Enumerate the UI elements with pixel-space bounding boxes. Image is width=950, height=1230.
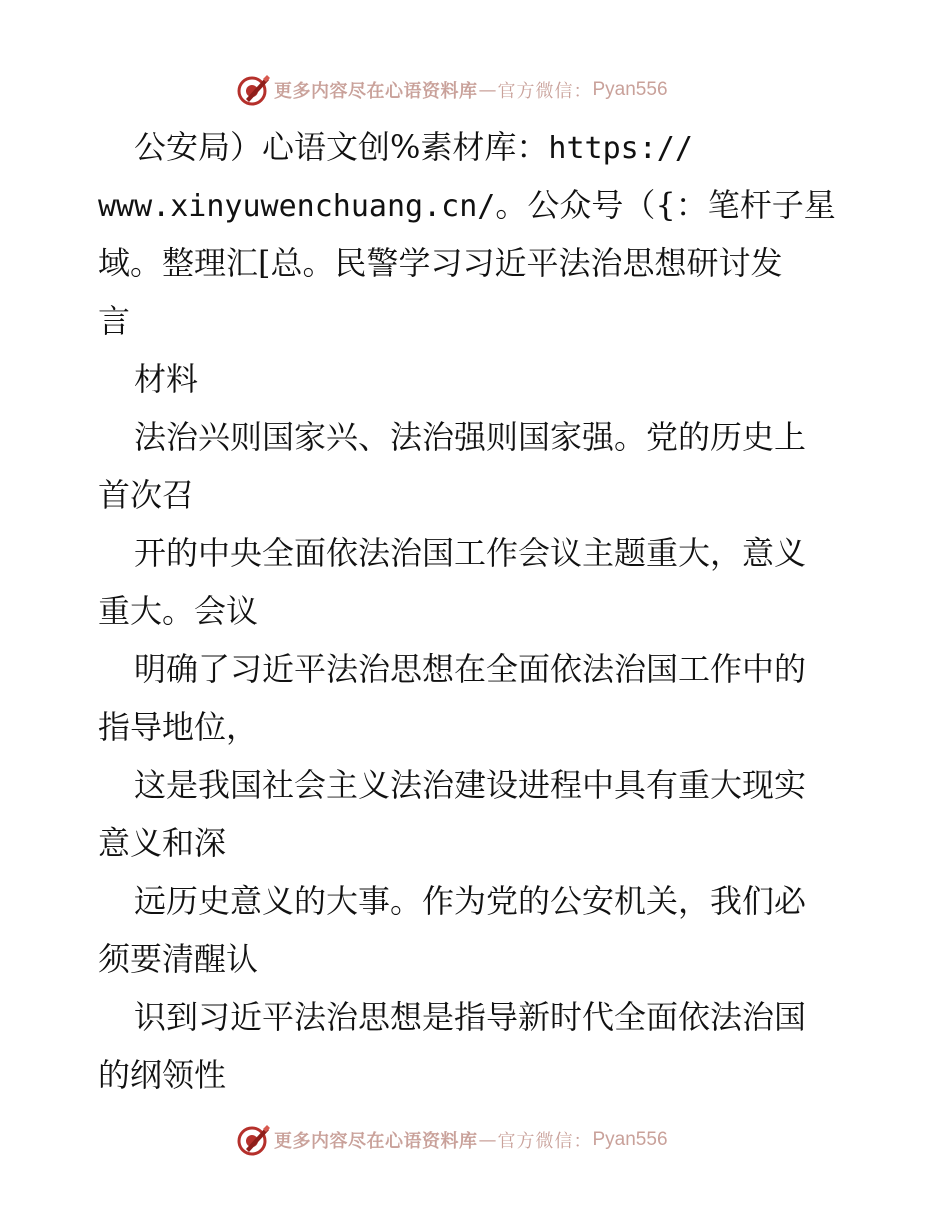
text-line: 指导地位， xyxy=(98,708,259,746)
text-line: 识到习近平法治思想是指导新时代全面依法治国 xyxy=(134,998,807,1036)
text-line: 材料 xyxy=(134,360,199,398)
text-line: 意义和深 xyxy=(98,824,227,862)
text-segment: 公安局）心语文创%素材库： xyxy=(134,128,549,166)
text-line xyxy=(98,176,858,234)
url-segment: www.xinyuwenchuang.cn/ xyxy=(98,189,496,224)
text-line xyxy=(98,118,858,176)
header-banner xyxy=(0,70,950,110)
text-line: 这是我国社会主义法治建设进程中具有重大现实 xyxy=(134,766,807,804)
banner-title: 更多内容尽在心语资料库 xyxy=(274,1131,478,1152)
document-body xyxy=(98,118,858,1104)
text-line: 须要清醒认 xyxy=(98,940,259,978)
banner-wechat-id: Pyan556 xyxy=(592,79,668,100)
text-line: 首次召 xyxy=(98,476,195,514)
text-line: 明确了习近平法治思想在全面依法治国工作中的 xyxy=(134,650,807,688)
footer-banner-content xyxy=(236,1120,668,1160)
banner-dash: — xyxy=(478,1129,497,1151)
text-segment: 。公众号（{：笔杆子星 xyxy=(495,186,836,224)
banner-wechat-label: 官方微信： xyxy=(497,1131,593,1152)
banner-dash: — xyxy=(478,79,497,101)
pen-logo-icon xyxy=(236,1123,270,1157)
text-line: 重大。会议 xyxy=(98,592,259,630)
text-line: 言 xyxy=(98,302,131,340)
url-segment: https:// xyxy=(548,131,693,166)
text-line: 的纲领性 xyxy=(98,1056,227,1094)
text-line: 法治兴则国家兴、法治强则国家强。党的历史上 xyxy=(134,418,807,456)
footer-banner xyxy=(0,1120,950,1160)
text-line: 远历史意义的大事。作为党的公安机关，我们必 xyxy=(134,882,807,920)
banner-wechat-label: 官方微信： xyxy=(497,81,593,102)
banner-title: 更多内容尽在心语资料库 xyxy=(274,81,478,102)
text-line: 域。整理汇[总。民警学习习近平法治思想研讨发 xyxy=(98,244,783,282)
header-banner-content xyxy=(236,70,668,110)
banner-wechat-id: Pyan556 xyxy=(592,1129,668,1150)
text-line: 开的中央全面依法治国工作会议主题重大，意义 xyxy=(134,534,807,572)
pen-logo-icon xyxy=(236,73,270,107)
